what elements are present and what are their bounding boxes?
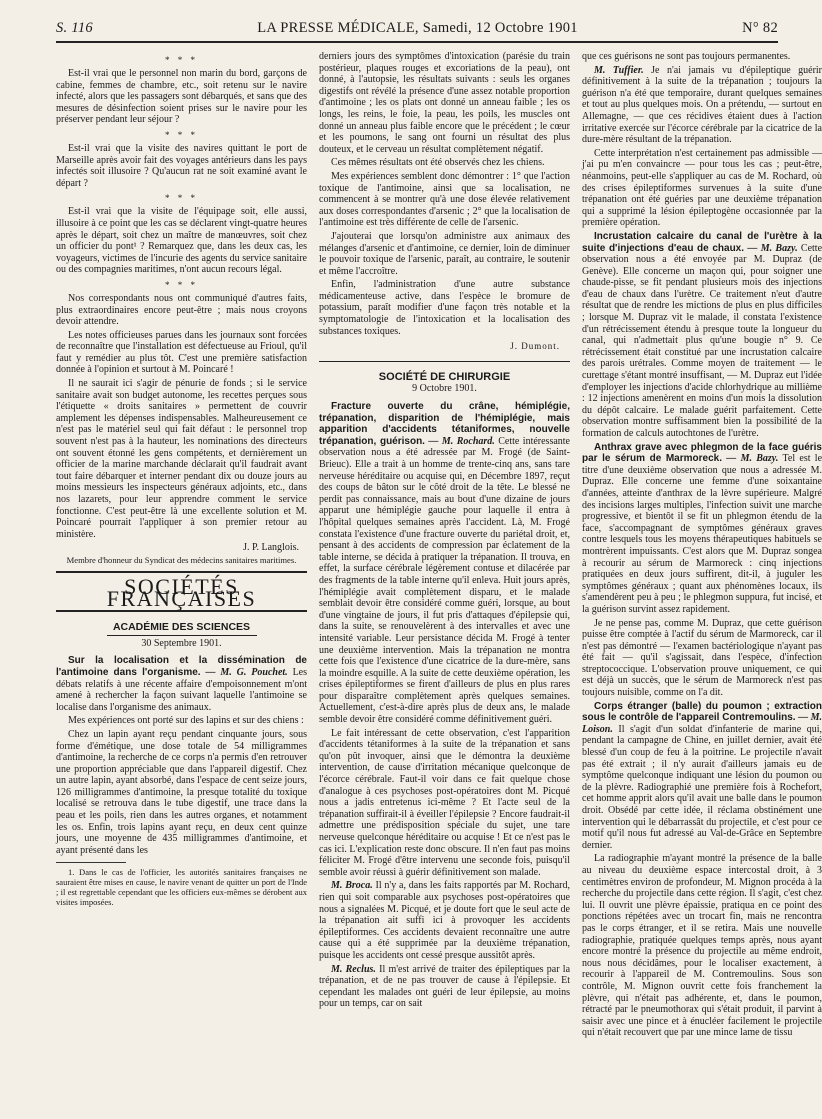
article-intro (319, 401, 570, 726)
speech-text: Il m'est arrivé de traiter des épileptiques par la trépanation, et de ne pas trouver de cause à l'épilepsie. Et cependant les malades ont guéri de leur épilepsie, au moins pour un temps, car on sait (319, 963, 571, 1010)
separator-stars: * * * (165, 129, 198, 140)
paragraph: J'ajouterai que lorsqu'on administre aux animaux des mélanges d'arsenic et d'antimoine, ce dernier, loin de diminuer le pouvoir toxique de l'arsenic, paraît, au contraire, le soutenir et même l'accroître. (319, 230, 570, 277)
article-author: — M. Rochard. (428, 435, 495, 447)
paragraph: La radiographie m'ayant montré la présence de la balle au niveau du deuxième espace intercostal droit, à 3 centimètres environ de profondeur, M. Mignon procéda à la recherche du projectile dans cette région. Il s'agit, c'est chez lui. Il ouvrit une plèvre épaissie, pratiqua en ce point des ponctions répétées avec un trocart fin, mais ne rencontra pas le corps étranger, et il se retira. Mais une nouvelle radiographie, pratiquée quelques temps après, nous ayant encore montré la présence du projectile au même endroit, nous nous décidâmes, pour le localiser exactement, à recourir à l'appareil de M. Contremoulins. Sous son contrôle, M. Mignon ouvrit cette fois franchement la plèvre, qui n'était pas adhérente, et, dans le poumon, rétracté par le pneumothorax qui s'était produit, il parvint à saisir avec une pince et à énucléer facilement le projectile qui n'était recouvert que par une mince lame de tissu (582, 853, 822, 1039)
article-title: Fracture ouverte du crâne, hémiplégie, trépanation, disparition de l'hémiplégie, mais apparition d'accidents tétaniformes, nouvelle trépanation, guérison. (319, 401, 570, 447)
footnote-rule (56, 862, 126, 863)
speaker: M. Broca. (331, 880, 373, 892)
paragraph: Est-il vrai que le personnel non marin du bord, garçons de cabine, femmes de chambre, etc., soit retenu sur le navire infecté, alors que les passagers sont débarqués, et sans que des mesures de désinfection soient prises sur le navire pour les préserver pendant leur séjour ? (56, 68, 307, 126)
header-rule (56, 41, 778, 43)
separator-stars: * * * (165, 55, 198, 65)
article-text: Il s'agit d'un soldat d'infanterie de marine qui, pendant la campagne de Chine, en juillet dernier, avait été blessé d'un coup de feu à la poitrine. Le projectile n'avait pas été extrait ; il n'y aurait d'ailleurs jamais eu de symptôme quelconque indiquant une lésion du poumon ou de la plèvre. Radiographié une première fois à Rochefort, cet homme apprit alors qu'il avait une balle dans le poumon droit. Obsédé par cette idée, il réclama obstinément une intervention qui le débarrassât du projectile, et c'est pour ce motif qu'il nous fut adressé au Val-de-Grâce en Septembre dernier. (582, 723, 822, 851)
article-author: — M. Bazy. (726, 453, 779, 465)
page-header (56, 20, 778, 41)
footnote: 1. Dans le cas de l'officier, les autorités sanitaires françaises ne sauraient être mises en cause, le navire venant de quitter un port de l'Inde ; il est regrettable cependant que les officiers eux-mêmes se dérobent aux visites imposées. (56, 867, 307, 908)
article-author: — M. Loison. (582, 712, 822, 735)
paragraph: Les notes officieuses parues dans les journaux sont forcées de reconnaître que l'installation est défectueuse au Frioul, qu'il faut y remédier au plus tôt. C'est une première satisfaction donnée à l'opinion et surtout à M. Poincaré ! (56, 329, 307, 376)
paragraph (319, 880, 570, 961)
society-heading: SOCIÉTÉ DE CHIRURGIE (319, 361, 570, 384)
article-intro (582, 701, 822, 852)
paragraph: que ces guérisons ne sont pas toujours permanentes. (582, 51, 791, 62)
academy-heading: ACADÉMIE DES SCIENCES (107, 622, 257, 636)
speaker: M. Tuffier. (594, 64, 644, 76)
issue-number: N° 82 (742, 20, 778, 36)
article-author: — M. Bazy. (747, 242, 798, 254)
separator-stars: * * * (165, 193, 198, 204)
paragraph: Cette interprétation n'est certainement pas admissible — j'ai pu m'en convaincre — pour tous les cas ; peut-être, néanmoins, peut-elle s'appliquer au cas de M. Rochard, où des crises épileptiformes survenues à la suite d'une trépanation ont été guéries par une deuxième trépanation qui a supprimé la lésion épileptogène occasionnée par la première opération. (582, 147, 822, 229)
signature: J. Dumont. (510, 341, 560, 352)
paragraph: Ces mêmes résultats ont été observés chez les chiens. (331, 157, 545, 169)
article-title: Corps étranger (balle) du poumon ; extraction sous le contrôle de l'appareil Contremoulins. (582, 700, 822, 724)
paragraph: Le fait intéressant de cette observation, c'est l'apparition d'accidents tétaniformes à la suite de la trépanation et sans qu'on pût invoquer, ainsi que le démontra la deuxième intervention, de cause d'irritation mécanique quelconque de l'écorce cérébrale. Faut-il voir dans ce fait quelque chose d'analogue à ces psychoses post-opératoires dont M. Picqué nous a jadis entretenus ici-même ? Et l'acte seul de la trépanation suffirait-il à éveiller l'épilepsie ? Encore faudrait-il admettre une prédisposition spéciale du sujet, une tare nerveuse quelconque héréditaire ou acquise ! Et ce n'est pas le cas ici. L'explication reste donc obscure. Il n'en faut pas moins féliciter M. Frogé d'être intervenu une seconde fois, puisqu'il semble avoir réussi à guérir définitivement son malade. (319, 727, 570, 878)
paragraph: Enfin, l'administration d'une autre substance médicamenteuse active, dans l'espèce le bromure de potassium, paraît modifier d'une façon très notable et la symptomatologie de l'intoxication et la localisation des substances toxiques. (319, 279, 570, 337)
speech-text: Je n'ai jamais vu d'épileptique guérir définitivement à la suite de la trépanation ; toujours la guérison n'a été que temporaire, durant quelques semaines et tout au plus quelques mois. On a prétendu, — surtout en Allemagne, — que ces récidives étaient dues à l'action irritative exercée sur l'écorce cérébrale par la cicatrice de la dure-mère résultant de la trépanation. (582, 64, 822, 146)
paragraph: derniers jours des symptômes d'intoxication (parésie du train postérieur, plaques rouges et excoriations de la peau), ont donné, à l'autopsie, les résultats suivants : seuls les organes digestifs ont révélé la présence d'une assez notable proportion d'antimoine ; les os plats ont donné un anneau faible ; les os longs, les reins, le foie, la peau, les poils, les muscles ont donné un anneau plus faible encore que le précédent ; le cœur et les poumons, le sang ont fourni un résultat des plus douteux, et le cerveau un résultat complètement négatif. (319, 51, 570, 155)
paragraph (319, 964, 570, 1010)
article-text: Cette intéressante observation nous a été adressée par M. Frogé (de Saint-Brieuc). Elle a trait à un homme de trente-cinq ans, sans tare nerveuse héréditaire ou acquise qui, en Décembre 1897, reçut des coups de bâton sur le côté droit de la tête. Le blessé ne perdit pas connaissance, mais au bout d'une dizaine de jours apparut une hémiplégie gauche pour laquelle il entra à l'hôpital quelques semaines après l'accident. Là, M. Frogé constata l'existence d'une fracture ouverte du pariétal droit, et, pensant à des accidents de compression par éclatement de la table interne, se décida à pratiquer la trépanation. Il trouva, en effet, la surface cérébrale légèrement contuse et dilacérée par des fragments de la table interne qu'il enleva. Huit jours après, l'hémiplégie avait complètement disparu, et le malade semblait devoir être considéré comme guéri, lorsque, au bout d'une vingtaine de jours, il fut pris d'attaques d'épilepsie qui, dans la suite, se renouvelèrent à des intervalles et avec une intensité variable. Leur persistance décida M. Frogé à tenter une deuxième intervention. Mais la trépanation ne montra cette fois que l'existence d'une cicatrice de la dure-mère, sans la moindre esquille. A la suite de cette deuxième opération, les crises épileptiformes se firent d'ailleurs de plus en plus rares pour disparaître complètement après quelques semaines. Actuellement, c'est-à-dire après plus de deux ans, le malade semble devoir être considéré comme définitivement guéri. (319, 435, 570, 726)
paragraph: Je ne pense pas, comme M. Dupraz, que cette guérison puisse être comptée à l'actif du sérum de Marmoreck, car il n'est pas démontré — l'examen bactériologique n'ayant pas été fait — qu'il s'agissait, dans l'espèce, d'infection streptococcique. L'observation prouve uniquement, ce qui est déjà un succès, que le sérum de Marmoreck n'est pas toujours nuisible, comme on l'a dit. (582, 617, 822, 699)
journal-title: LA PRESSE MÉDICALE, Samedi, 12 Octobre 1901 (257, 20, 578, 36)
section-title: SOCIÉTÉS FRANÇAISES (56, 571, 307, 612)
article-title: Sur la localisation et la dissémination de l'antimoine dans l'organisme. (56, 655, 307, 678)
columns (56, 51, 822, 1119)
column-1 (56, 51, 307, 1119)
article-title: Anthrax grave avec phlegmon de la face guéris par le sérum de Marmoreck. (582, 441, 822, 465)
paragraph: Est-il vrai que la visite de l'équipage soit, elle aussi, illusoire à ce point que les cas se déclarent vingt-quatre heures après le départ, soit chez un maître de manœuvres, soit chez un officier du pont¹ ? Remarquez que, dans les deux cas, les voyageurs, victimes de l'incurie des agents du service sanitaire ou des compagnies maritimes, n'ont aucun recours légal. (56, 206, 307, 276)
separator-stars: * * * (165, 279, 198, 290)
article-text: Cette observation nous a été envoyée par M. Dupraz (de Genève). Elle concerne un maçon qui, pour soigner une chaude-pisse, se fit pendant plusieurs mois des injections d'eau de chaux dans l'urètre. Ce traitement n'eut d'autre résultat que de rendre les mictions de plus en plus difficiles ; lorsque M. Dupraz vit le malade, il constata l'existence d'un rétrécissement étendu à presque toute la longueur du canal, qui n'admettait plus qu'une bougie n° 9. Ce rétrécissement était constitué par une incrustation calcaire des parois urétrales. Comme moyen de traitement — le curettage s'étant montré insuffisant, — M. Dupraz eut l'idée d'employer les injections d'acide chlorhydrique au millième : 12 injections amenèrent en moins d'un mois la dissolution du dépôt calcaire. Le malade guérit parfaitement. Cette observation montre suffisamment bien la possibilité de la formation de calculs autochtones de l'urètre. (582, 242, 822, 439)
article-text: Tel est le titre d'une deuxième observation que nous a adressée M. Dupraz. Elle concerne une femme d'une soixantaine d'années, atteinte d'anthrax de la lèvre supérieure. Malgré des incisions larges multiples, l'infection suivit une marche progressive, et bientôt il se fit un phlegmon étendu de la face, s'accompagnant de symptômes généraux graves contre lesquels tous les moyens thérapeutiques habituels se montrèrent impuissants. C'est alors que M. Dupraz songea à recourir au sérum de Marmoreck : cinq injections pratiquées en deux jours suffirent, dit-il, à juguler les symptômes généraux ; quant aux phénomènes locaux, ils s'amendèrent peu à peu ; le phlegmon suppura, fut incisé, et la guérison survint assez rapidement. (582, 453, 822, 615)
paragraph: Chez un lapin ayant reçu pendant cinquante jours, sous forme d'émétique, une dose totale de 54 milligrammes d'antimoine, la recherche de ce corps n'a permis d'en retrouver une proportion appréciable que dans l'appareil digestif. Chez un autre lapin, ayant absorbé, dans l'espace de cent seize jours, 126 milligrammes d'antimoine, la presque totalité du toxique localisé se retrouva dans le tube digestif, une trace dans la peau et les poils, rien dans les autres organes, et notamment les os. Enfin, trois lapins ayant reçu, en deux cent quinze jours, une moyenne de 435 milligrammes d'antimoine, et ayant présenté dans les (56, 728, 307, 856)
paragraph (582, 65, 822, 146)
paragraph: Nos correspondants nous ont communiqué d'autres faits, plus extraordinaires encore peut-être ; mais nous croyons devoir attendre. (56, 292, 307, 328)
article-text: Les débats relatifs à une récente affaire d'empoisonnement m'ont amené à rechercher la façon suivant laquelle l'antimoine se localise dans l'organisme des animaux. (56, 666, 308, 713)
article-intro (582, 442, 822, 616)
paragraph: Mes expériences ont porté sur des lapins et sur des chiens : (68, 715, 304, 727)
signature-subtitle: Membre d'honneur du Syndicat des médecins sanitaires maritimes. (66, 554, 297, 565)
session-date: 30 Septembre 1901. (141, 637, 222, 649)
paragraph: Est-il vrai que la visite des navires quittant le port de Marseille après avoir fait des voyages antérieurs dans les pays infectés soit illusoire ? Qu'aucun rat ne soit examiné avant le départ ? (56, 142, 307, 189)
page-number: S. 116 (56, 20, 93, 36)
paragraph: Il ne saurait ici s'agir de pénurie de fonds ; si le service sanitaire avait son budget autonome, les recettes perçues sous l'étiquette « droits sanitaires » permettent de couvrir amplement les dépenses indispensables. Malheureusement ce n'est pas le matériel seul qui fait défaut : le personnel trop souvent n'est pas à la hauteur, les nominations des directeurs ont souvent étonné les gens compétents, et dernièrement un officier de la marine marchande déclarait qu'il faudrait avant tout faire débarquer et interner pendant dix ou douze jours au moins messieurs les inspecteurs généraux adjoints, etc., dans nos lazarets, pour leur apprendre comment le service fonctionne. C'est peut-être là une excellente solution et M. Poincaré pourrait l'appliquer à son premier retour au ministère. (56, 378, 307, 540)
signature: J. P. Langlois. (243, 542, 299, 554)
session-date: 9 Octobre 1901. (412, 383, 477, 395)
article-title: Incrustation calcaire du canal de l'urètre à la suite d'injections d'eau de chaux. (582, 230, 822, 254)
column-2 (319, 51, 570, 1119)
article-intro (56, 655, 307, 713)
column-3 (582, 51, 822, 1119)
speaker: M. Reclus. (331, 963, 376, 975)
speech-text: Il n'y a, dans les faits rapportés par M. Rochard, rien qui soit comparable aux psychoses post-opératoires que nous a signalées M. Picqué, et je doute fort que le seul acte de la trépanation ait suffi ici à provoquer les accidents épileptiformes. Ces accidents devaient reconnaître une autre cause qui a été supprimée par la deuxième trépanation, puisque les accidents ont cessé presque aussitôt après. (319, 880, 570, 961)
article-author: — M. G. Pouchet. (205, 666, 288, 678)
paragraph: Mes expériences semblent donc démontrer : 1° que l'action toxique de l'antimoine, ainsi que sa localisation, ne commencent à se montrer qu'à une dose élevée relativement aux doses correspondantes d'arsenic ; 2° que la localisation de l'antimoine est très différente de celle de l'arsenic. (319, 170, 570, 229)
article-intro (582, 231, 822, 440)
